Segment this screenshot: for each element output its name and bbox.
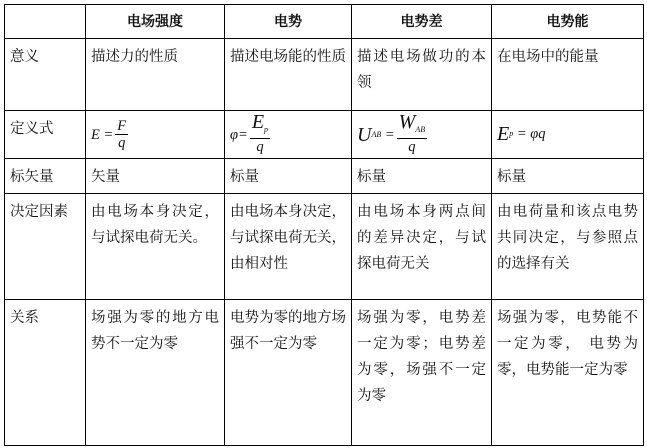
cell-formula-voltage [352, 111, 492, 159]
formula-fraction [250, 111, 270, 155]
formula-fraction [115, 118, 128, 151]
cell-meaning-potential: 描述电场能的性质 [225, 39, 352, 111]
comparison-table [4, 4, 644, 446]
header-potential: 电势 [225, 5, 352, 39]
formula-denominator: q [256, 139, 264, 155]
cell-relation-potential: 电势为零的地方场强不一定为零 [225, 300, 352, 446]
header-potential-energy: 电势能 [492, 5, 644, 39]
formula-numerator-sub: AB [415, 125, 426, 134]
cell-relation-field: 场强为零的地方电势不一定为零 [86, 300, 225, 446]
formula-eq: = [238, 126, 248, 143]
cell-type-voltage: 标量 [352, 159, 492, 194]
formula-numerator-symbol: W [398, 111, 416, 133]
formula-energy [497, 121, 546, 147]
formula-lhs: E [91, 126, 100, 143]
table-row [5, 300, 644, 446]
table-row [5, 159, 644, 194]
formula-numerator: F [117, 118, 127, 134]
row-label-definition: 定义式 [5, 111, 86, 159]
formula-fraction [397, 111, 427, 155]
cell-decide-energy: 由电荷量和该点电势共同决定，与参照点的选择有关 [492, 194, 644, 300]
formula-potential [230, 111, 272, 155]
row-label-quantity-type: 标矢量 [5, 159, 86, 194]
cell-decide-field: 由电场本身决定，与试探电荷无关。 [86, 194, 225, 300]
cell-decide-potential: 由电场本身决定，与试探电荷无关，由相对性 [225, 194, 352, 300]
formula-eq: = [384, 126, 395, 143]
formula-lhs: φ [230, 126, 239, 143]
formula-denominator: q [408, 139, 416, 155]
formula-voltage [357, 111, 429, 155]
cell-formula-potential [225, 111, 352, 159]
formula-numerator [250, 111, 270, 139]
formula-lhs: E [497, 122, 510, 145]
cell-meaning-voltage: 描述电场做功的本领 [352, 39, 492, 111]
header-corner [5, 5, 86, 39]
cell-relation-energy: 场强为零，电势能不一定为零， 电势为零，电势能一定为零 [492, 300, 644, 446]
formula-numerator [397, 111, 427, 139]
header-row [5, 5, 644, 39]
formula-denominator: q [118, 135, 126, 151]
formula-lhs-sub: p [509, 128, 514, 138]
table-row [5, 111, 644, 159]
header-potential-difference: 电势差 [352, 5, 492, 39]
cell-relation-voltage: 场强为零，电势差一定为零；电势差为零，场强不一定为零 [352, 300, 492, 446]
formula-lhs-sub: AB [371, 129, 382, 139]
formula-eq: = [103, 126, 114, 143]
row-label-determining-factors: 决定因素 [5, 194, 86, 300]
cell-formula-field [86, 111, 225, 159]
cell-formula-energy [492, 111, 644, 159]
formula-rhs: φq [530, 125, 546, 142]
cell-type-field: 矢量 [86, 159, 225, 194]
row-label-meaning: 意义 [5, 39, 86, 111]
row-label-relation: 关系 [5, 300, 86, 446]
table-row [5, 194, 644, 300]
formula-numerator-symbol: E [251, 111, 265, 133]
formula-numerator-sub: p [264, 125, 269, 134]
cell-decide-voltage: 由电场本身两点间的差异决定，与试探电荷无关 [352, 194, 492, 300]
header-field-strength: 电场强度 [86, 5, 225, 39]
formula-lhs: U [357, 123, 372, 146]
cell-type-potential: 标量 [225, 159, 352, 194]
cell-type-energy: 标量 [492, 159, 644, 194]
cell-meaning-field: 描述力的性质 [86, 39, 225, 111]
formula-eq: = [516, 125, 527, 142]
formula-field-strength [91, 118, 130, 151]
table-row [5, 39, 644, 111]
cell-meaning-energy: 在电场中的能量 [492, 39, 644, 111]
